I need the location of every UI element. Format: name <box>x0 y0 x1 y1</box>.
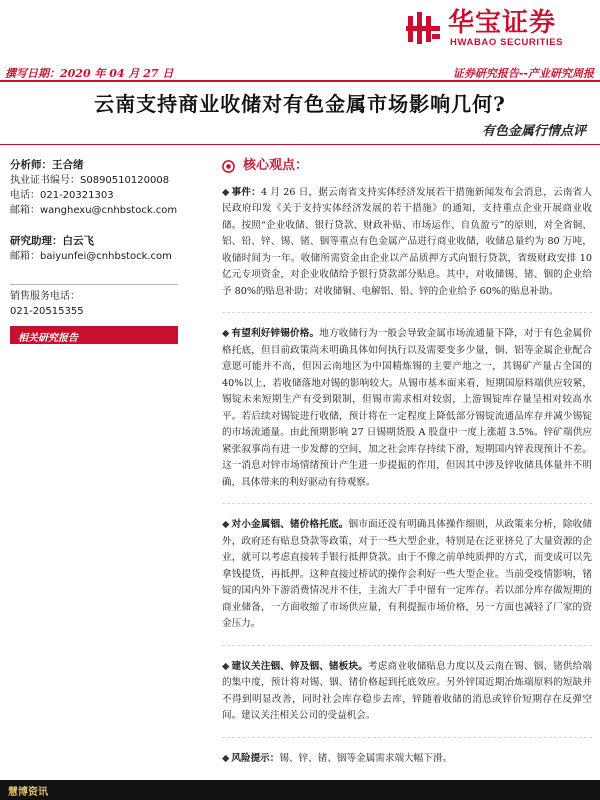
page-title: 云南支持商业收储对有色金属市场影响几何? <box>94 92 506 116</box>
paragraph-lead: 有望利好锌锡价格。 <box>231 328 320 339</box>
target-icon <box>222 160 235 173</box>
main-content <box>222 158 592 792</box>
paragraph-event <box>222 185 592 314</box>
paragraph-lead: 风险提示： <box>231 752 280 764</box>
paragraph-text: 考虑商业收储贴息力度以及云南在锡、铟、锗供给端的集中度，预计将对锡、铟、锗价格起到托底效应。另外锌国近期冶炼端原料的短缺并不得到明显改善，同时社会库存稳步去库，锌随着收储的消息或锌价短期存在反弹空间。建议关注相关公司的受益机会。 <box>222 660 592 721</box>
paragraph-lead: 事件： <box>231 186 261 198</box>
brand-logo <box>404 8 594 48</box>
analyst-sidebar <box>10 158 190 319</box>
paragraph-text: 地方收储行为一般会导致金属市场流通量下降，对于有色金属价格托底，但目前政策尚未明确具体如何执行以及需要变多少量，铜、铝等金属企业配合意愿可能并不高，但因云南地区为中国精炼锡的主要产地之一，其锡矿产量占全国的 40%以上，若收储落地对锡的影响较大。从锡市基本面来看，短期国原料端供应较紧，锡锭未来短期生产有受到限制，但锡市需求相对较弱，上游锡锭库存量呈相对较高水平。若后续对锡锭进行收储，预计将在一定程度上降低部分锡锭流通品库存并减少锡锭的市场流通量。由此预期影响 27 日锡期货股 A 股盘中一度上涨超 3.5%。锌矿端供应紧张叙事尚有进一步发酵的空间，加之社会库存持续下滑，短期国内锌表现预计不差。这一消息对锌市场情绪预计产生进一步提振的作用，但因其中涉及锌收储具体量并不明确，具体带来的利好驱动有待观察。 <box>222 328 592 488</box>
core-viewpoint-heading <box>222 158 592 175</box>
paragraph-recommendation <box>222 659 592 738</box>
paragraph-lead: 建议关注铟、锌及铟、锗板块。 <box>231 660 368 672</box>
diamond-bullet-icon: ◆ <box>222 186 230 198</box>
analyst-cert: 执业证书编号：S0890510120008 <box>10 175 170 186</box>
paragraph-zinc-tin <box>222 326 592 504</box>
hwabao-logo-icon <box>404 8 444 48</box>
paragraph-text: 锡、锌、锗、铟等金属需求端大幅下滑。 <box>279 752 453 764</box>
assistant-name: 研究助理：白云飞 <box>10 235 94 247</box>
analyst-name: 分析师：王合绪 <box>10 159 84 171</box>
paragraph-minor-metals <box>222 517 592 646</box>
report-date: 撰写日期：2020 年 04 月 27 日 <box>5 67 174 80</box>
sales-label: 销售服务电话： <box>10 291 80 302</box>
core-viewpoint-label: 核心观点： <box>243 158 309 173</box>
paragraph-lead: 对小金属铟、锗价格托底。 <box>231 519 349 530</box>
sidebar-divider <box>10 284 178 285</box>
brand-name-cn: 华宝证券 <box>448 8 557 38</box>
footer-watermark: 慧博资讯 <box>8 787 48 798</box>
diamond-bullet-icon: ◆ <box>222 660 230 672</box>
footer-bar <box>0 780 600 800</box>
diamond-bullet-icon: ◆ <box>222 328 230 339</box>
sales-phone: 021-20515355 <box>10 306 84 317</box>
related-reports-header[interactable]: 相关研究报告 <box>10 326 178 344</box>
page-subtitle: 有色金属行情点评 <box>481 124 586 139</box>
diamond-bullet-icon: ◆ <box>222 752 230 764</box>
brand-name-en: HWABAO SECURITIES <box>450 37 564 48</box>
report-type: 证券研究报告--产业研究周报 <box>452 67 594 80</box>
meta-row <box>0 62 600 82</box>
title-divider <box>0 144 600 145</box>
analyst-phone: 电话：021-20321303 <box>10 190 114 201</box>
analyst-email[interactable]: 邮箱：wanghexu@cnhbstock.com <box>10 205 178 216</box>
paragraph-text: 4 月 26 日，据云南省支持实体经济发展若干措施新闻发布会消息，云南省人民政府印发《关于支持实体经济发展的若干措施》的通知，支持重点企业开展商业收储。按照“企业收储、银行贷款、财政补贴、市场运作、自负盈亏”的原则，对全省铜、铝、铅、锌、锡、锗、铟等重点有色金属产品进行商业收储，收储总量约为 80 万吨，收储时间为一年。收储所需资金由企业以产品质押方式向银行贷款，省级财政安排 10 亿元专项资金，对企业收储给予银行贷款部分贴息。其中，对收储锡、锗、铟的企业给予 80%的贴息补助；对收储铜、电解铝、铅、锌的企业给予 60%的贴息补助。 <box>222 186 593 297</box>
diamond-bullet-icon: ◆ <box>222 519 230 530</box>
assistant-email[interactable]: 邮箱：baiyunfei@cnhbstock.com <box>10 251 172 262</box>
paragraph-text: 铟市面还没有明确具体操作细则，从政策来分析，除收储外，政府还有贴息贷款等政策，对于一些大型企业，特别是在泛亚挤兑了大量资源的企业，就可以考虑直接转手银行抵押贷款。由于不像之前单纯质押的方式，而变成可以先拿钱提货，再抵押。这种直接过桥试的操作会利好一些大型企业。当前受疫情影响，锗锭的国内外下游消费情况并不佳，主流大厂手中留有一定库存。若以部分库存做短期的商业储备，一方面收缩了市场供应量，有利提振市场价格，另一方面也减轻了厂家的资金压力。 <box>222 519 593 629</box>
paragraph-risk <box>222 751 592 780</box>
